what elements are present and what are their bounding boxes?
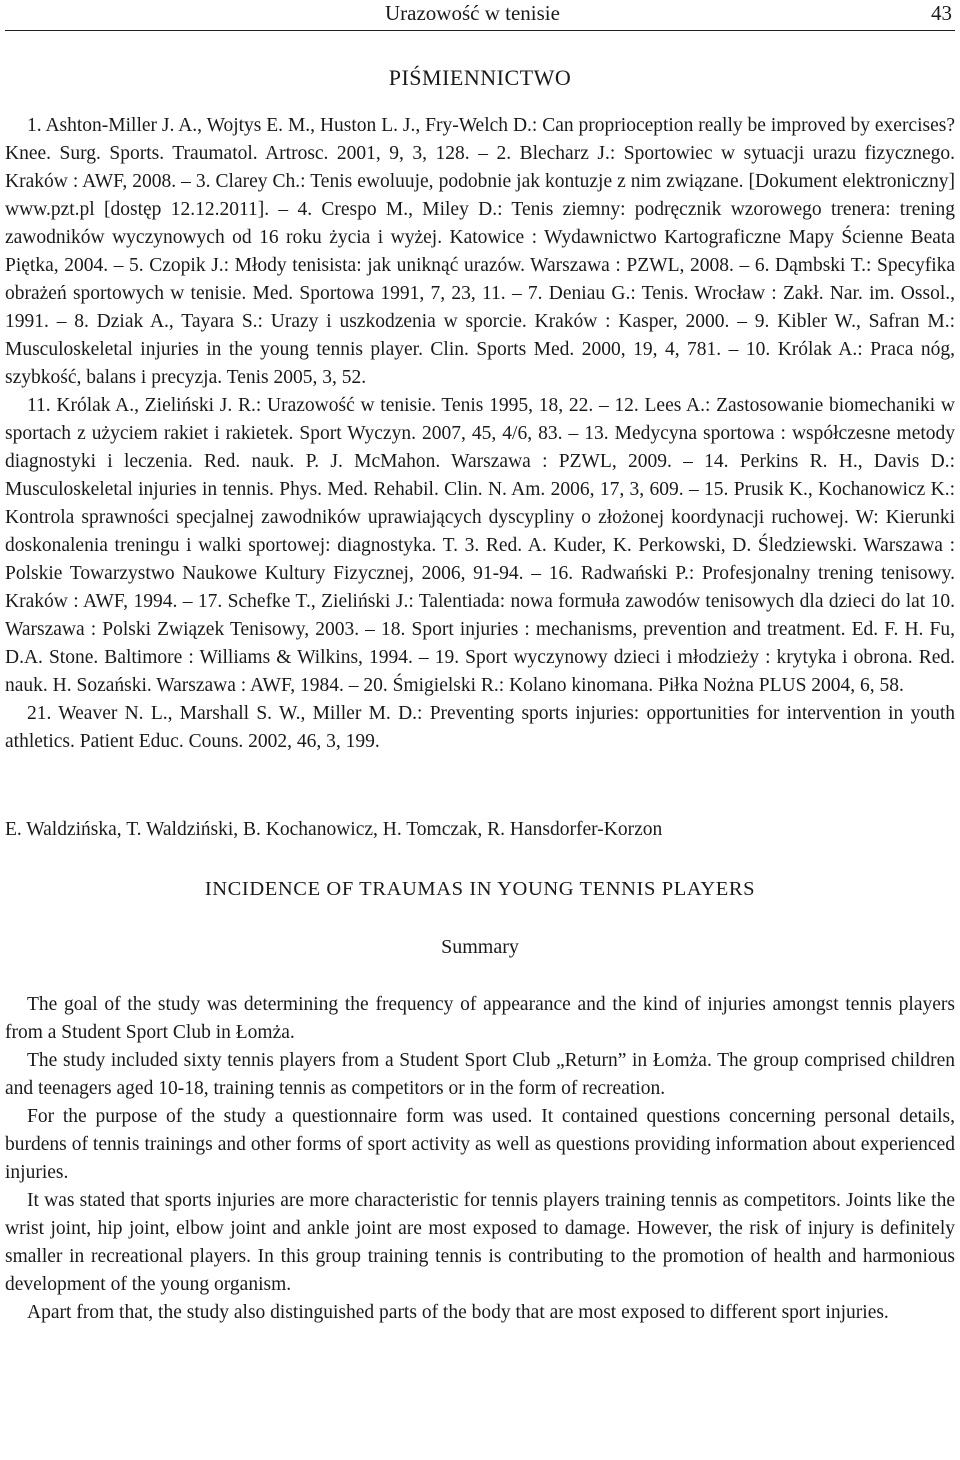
reference-entry: – 7. Deniau G.: Tenis. Wrocław : Zakł. Nar. im. Ossol., 1991. bbox=[5, 283, 955, 332]
reference-list bbox=[5, 112, 955, 756]
document-page bbox=[5, 0, 955, 1327]
bibliography-heading: PIŚMIENNICTWO bbox=[388, 65, 572, 90]
reference-entry: – 13. Medycyna sportowa : współczesne metody diagnostyki i leczenia. Red. nauk. P. J. McMahon. Warszawa : PZWL, 2009. bbox=[5, 423, 956, 472]
summary-abstract bbox=[5, 991, 955, 1327]
reference-entry: 11. Królak A., Zieliński J. R.: Urazowość w tenisie. Tenis 1995, 18, 22. bbox=[27, 395, 594, 416]
english-title: INCIDENCE OF TRAUMAS IN YOUNG TENNIS PLAYERS bbox=[204, 878, 756, 900]
summary-heading: Summary bbox=[441, 936, 519, 958]
reference-entry: – 3. Clarey Ch.: Tenis ewoluuje, podobnie jak kontuzje z nim związane. [Dokument elektroniczny] www.pzt.pl [dostęp 12.12.2011]. bbox=[5, 171, 955, 220]
english-authors: E. Waldzińska, T. Waldziński, B. Kochanowicz, H. Tomczak, R. Hansdorfer-Korzon bbox=[5, 819, 663, 840]
summary-paragraph: For the purpose of the study a questionnaire form was used. It contained questions concerning personal details, burdens of tennis trainings and other forms of sport activity as well as questions providing information about experienced injuries. bbox=[5, 1106, 955, 1183]
reference-entry: – 20. Śmigielski R.: Kolano kinomana. Piłka Nożna PLUS 2004, 6, 58. bbox=[348, 675, 904, 696]
summary-paragraph: The study included sixty tennis players from a Student Sport Club „Return” in Łomża. The group comprised children and teenagers aged 10-18, training tennis as competitors or in the form of recreation. bbox=[5, 1050, 955, 1099]
reference-entry: 1. Ashton-Miller J. A., Wojtys E. M., Huston L. J., Fry-Welch D.: Can proprioception really be improved by exercises? Knee. Surg. Sports. Traumatol. Artrosc. 2001, 9, 3, 128. bbox=[5, 115, 955, 164]
reference-entry: – 14. Perkins R. H., Davis D.: Musculoskeletal injuries in tennis. Phys. Med. Rehabil. Clin. N. Am. 2006, 17, 3, 609. bbox=[5, 451, 955, 500]
reference-entry: – 17. Schefke T., Zieliński J.: Talentiada: nowa formuła zawodów tenisowych dla dzieci do lat 10. Warszawa : Polski Związek Tenisowy, 2003. bbox=[5, 591, 955, 640]
reference-entry: – 9. Kibler W., Safran M.: Musculoskeletal injuries in the young tennis player. Clin. Sports Med. 2000, 19, 4, 781. bbox=[5, 311, 956, 360]
summary-paragraph: Apart from that, the study also distinguished parts of the body that are most exposed to different sport injuries. bbox=[27, 1302, 889, 1323]
reference-entry: 21. Weaver N. L., Marshall S. W., Miller M. D.: Preventing sports injuries: opportunities for intervention in youth athletics. Patient Educ. Couns. 2002, 46, 3, 199. bbox=[5, 703, 955, 752]
reference-entry: – 4. Crespo M., Miley D.: Tenis ziemny: podręcznik wzorowego trenera: trening zawodników wyczynowych od 16 roku życia i wyżej. Katowice : Wydawnictwo Kartograficzne Mapy Ścienne Beata Piętka, 2004. bbox=[5, 199, 956, 276]
page-number: 43 bbox=[931, 1, 952, 25]
reference-paragraph bbox=[5, 392, 955, 700]
reference-entry: – 10. Królak A.: Praca nóg, szybkość, balans i precyzja. Tenis 2005, 3, 52. bbox=[5, 339, 955, 388]
reference-entry: – 15. Prusik K., Kochanowicz K.: Kontrola sprawności specjalnej zawodników uprawiających dyscypliny o złożonej koordynacji ruchowej. W: Kierunki doskonalenia treningu i walki sportowej: diagnostyka. T. 3. Red. A. Kuder, K. Perkowski, D. Śledziewski. Warszawa : Polskie Towarzystwo Naukowe Kultury Fizycznej, 2006, 91-94. bbox=[5, 479, 955, 584]
reference-entry: – 6. Dąmbski T.: Specyfika obrażeń sportowych w tenisie. Med. Sportowa 1991, 7, 23, 11. bbox=[5, 255, 956, 304]
reference-entry: – 18. Sport injuries : mechanisms, prevention and treatment. Ed. F. H. Fu, D.A. Stone. Baltimore : Williams & Wilkins, 1994. bbox=[5, 619, 955, 668]
running-header bbox=[5, 0, 955, 31]
reference-entry: – 5. Czopik J.: Młody tenisista: jak uniknąć urazów. Warszawa : PZWL, 2008. bbox=[113, 255, 734, 276]
reference-entry: – 16. Radwański P.: Profesjonalny trening tenisowy. Kraków : AWF, 1994. bbox=[5, 563, 956, 612]
reference-paragraph bbox=[5, 112, 955, 392]
reference-entry: – 19. Sport wyczynowy dzieci i młodzieży : krytyka i obrona. Red. nauk. H. Sozański. Warszawa : AWF, 1984. bbox=[5, 647, 955, 696]
reference-entry: – 2. Blecharz J.: Sportowiec w sytuacji urazu fizycznego. Kraków : AWF, 2008. bbox=[5, 143, 955, 192]
reference-entry: – 12. Lees A.: Zastosowanie biomechaniki w sportach z użyciem rakiet i rakietek. Sport Wyczyn. 2007, 45, 4/6, 83. bbox=[5, 395, 955, 444]
running-title: Urazowość w tenisie bbox=[385, 1, 560, 25]
reference-paragraph bbox=[5, 700, 955, 756]
reference-entry: – 8. Dziak A., Tayara S.: Urazy i uszkodzenia w sporcie. Kraków : Kasper, 2000. bbox=[56, 311, 730, 332]
summary-paragraph: It was stated that sports injuries are more characteristic for tennis players training tennis as competitors. Joints like the wrist joint, hip joint, elbow joint and ankle joint are most exposed to damage. However, the risk of injury is definitely smaller in recreational players. In this group training tennis is contributing to the promotion of health and harmonious development of the young organism. bbox=[5, 1190, 955, 1295]
summary-paragraph: The goal of the study was determining the frequency of appearance and the kind of injuries amongst tennis players from a Student Sport Club in Łomża. bbox=[5, 994, 955, 1043]
